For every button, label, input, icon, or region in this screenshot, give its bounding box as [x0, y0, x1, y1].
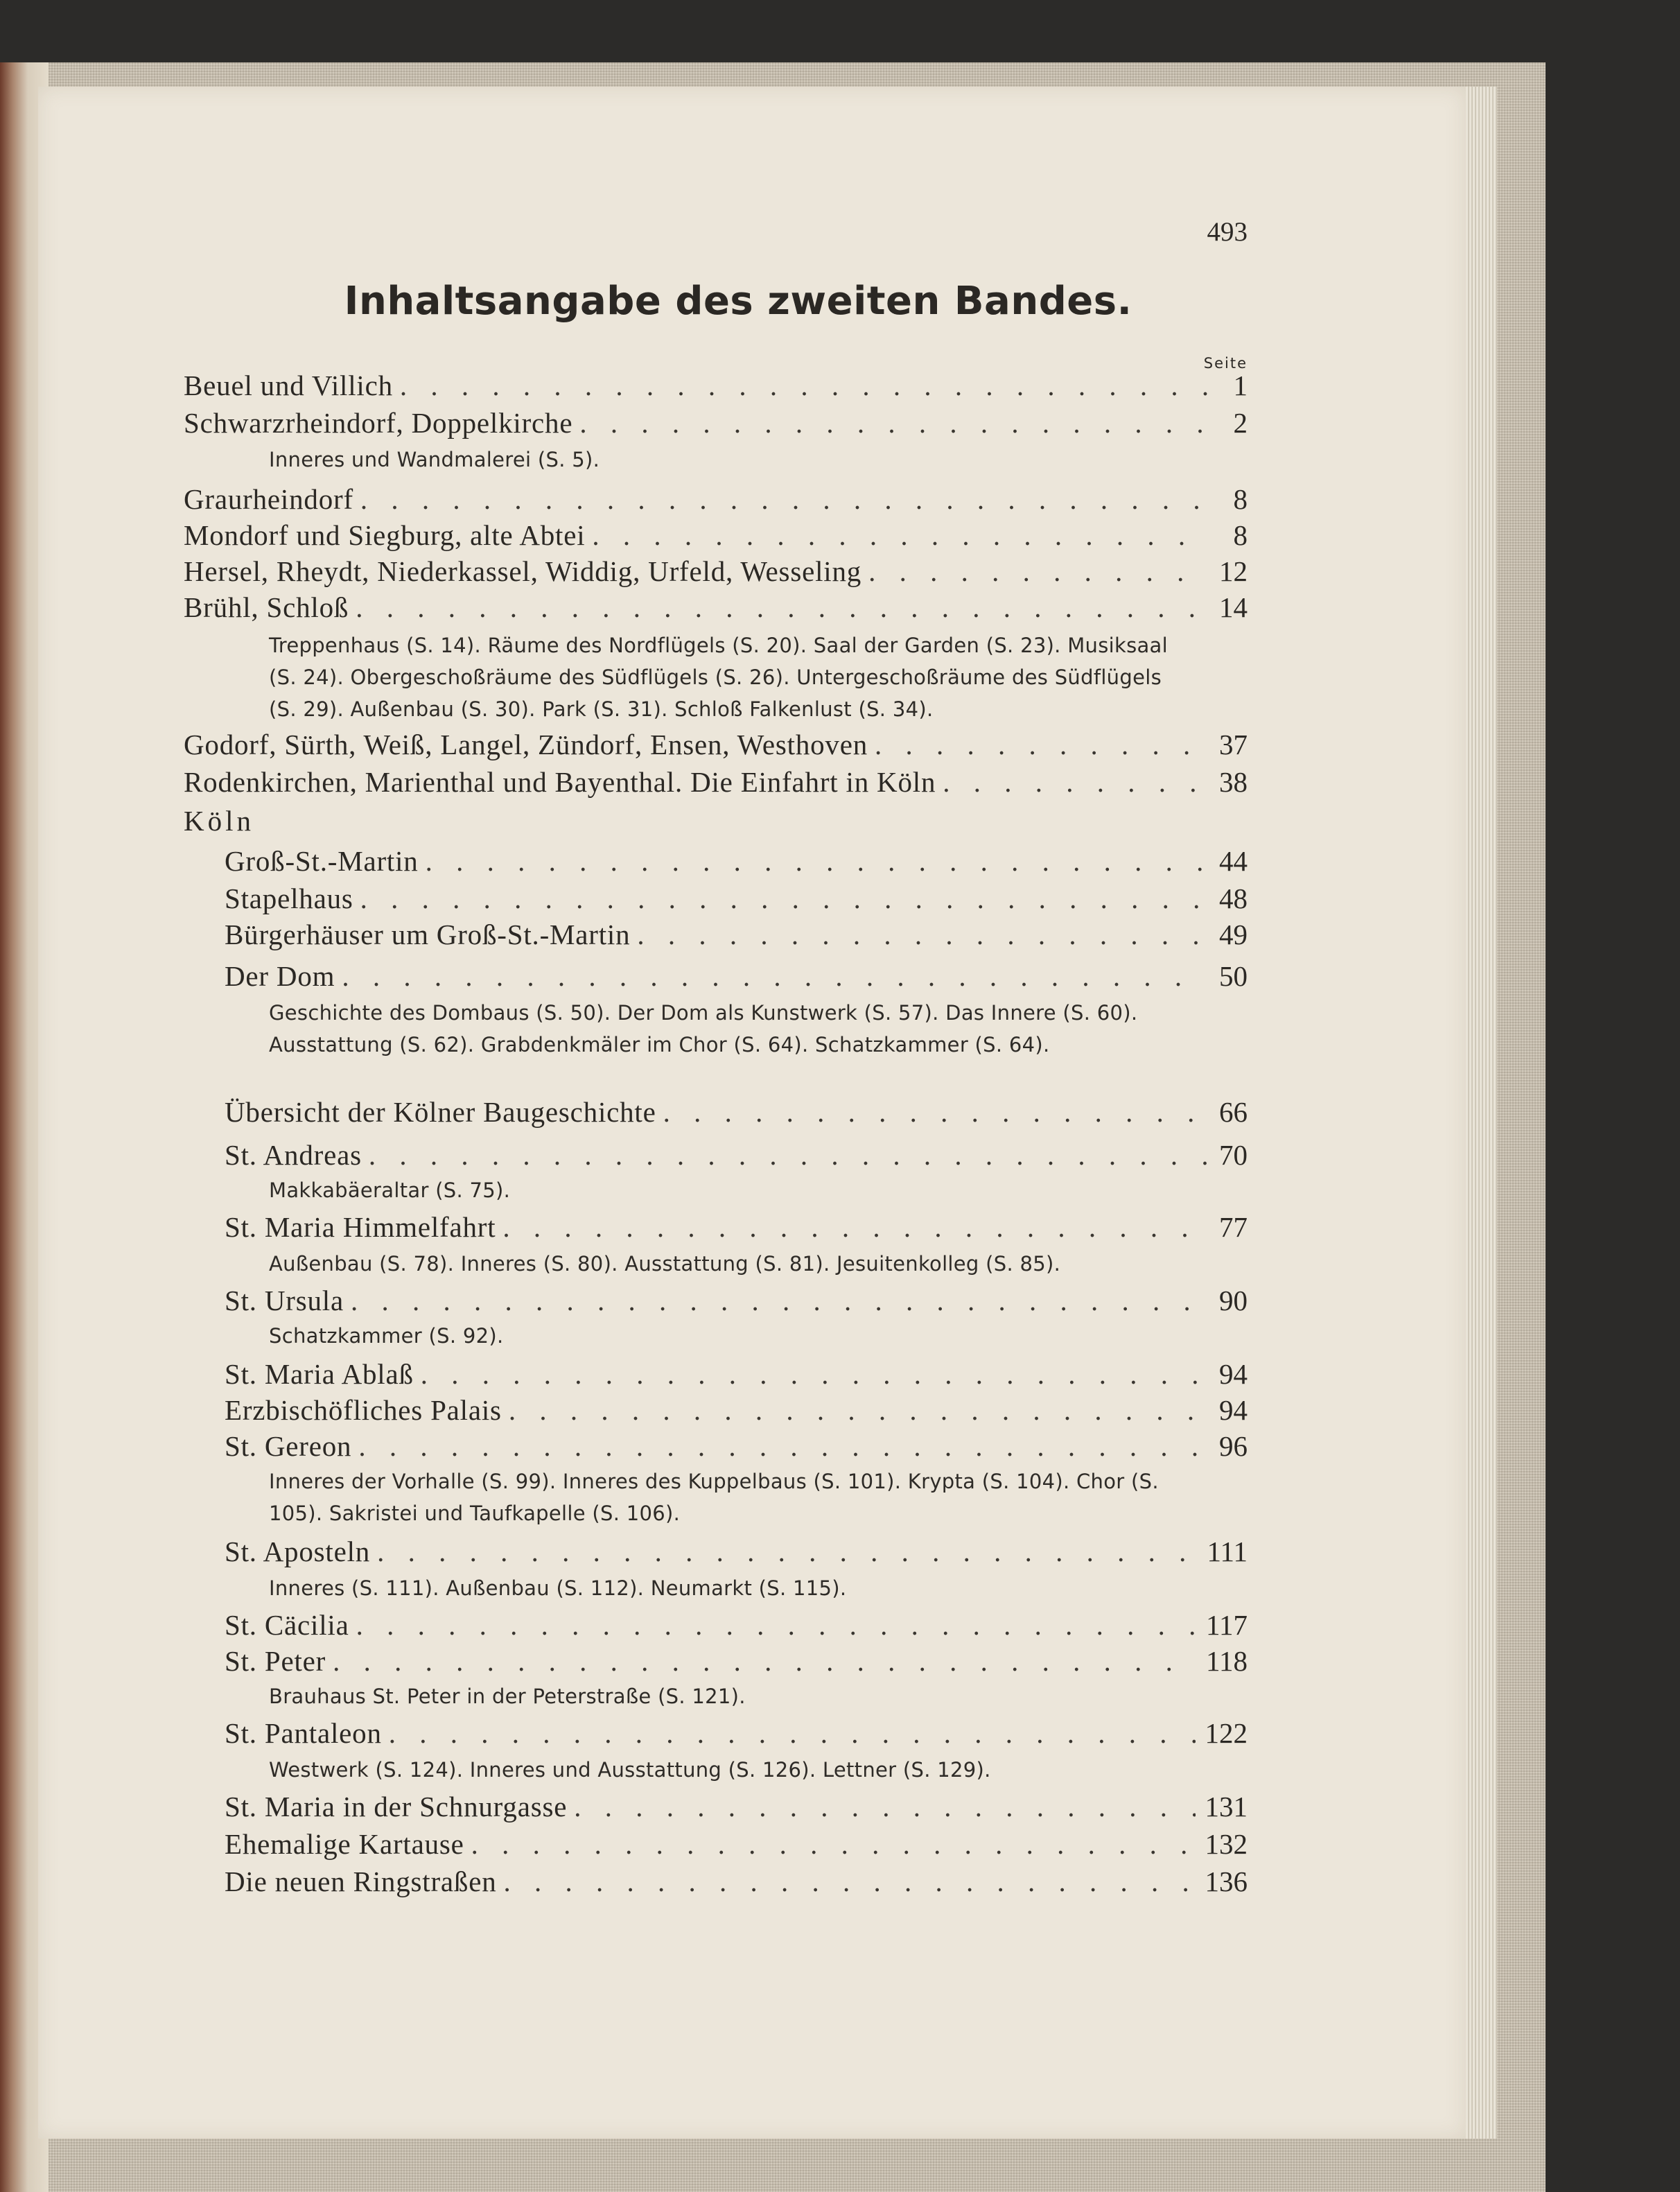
toc-entry-label: St. Gereon [225, 1430, 352, 1462]
toc-entry [184, 519, 1248, 556]
leader-dots [356, 591, 1207, 624]
toc-entry [225, 1865, 1248, 1902]
toc-subentry: Schatzkammer (S. 92). [269, 1324, 504, 1348]
toc-subentry: Treppenhaus (S. 14). Räume des Nordflügels (S. 20). Saal der Garden (S. 23). Musiksaal (S. 24). Obergeschoßräume des Südflügels (S. 26). Untergeschoßräume des Südflügels (S. 29). Außenbau (S. 30). Park (S. 31). Schloß Falkenlust (S. 34). [269, 634, 1168, 721]
toc-entry-label: Die neuen Ringstraßen [225, 1865, 497, 1897]
toc-entry [184, 482, 1248, 520]
toc-entry-label: Der Dom [225, 960, 335, 992]
toc-entry-page: 136 [1205, 1865, 1248, 1897]
toc-entry-label: Hersel, Rheydt, Niederkassel, Widdig, Urfeld, Wesseling [184, 555, 862, 587]
toc-entry [225, 1095, 1248, 1133]
column-header-seite: Seite [1203, 355, 1248, 372]
leader-dots [358, 1429, 1207, 1463]
toc-entry-label: St. Maria Himmelfahrt [225, 1211, 496, 1243]
toc-entry-page: 2 [1233, 407, 1248, 439]
leader-dots [389, 1716, 1196, 1750]
toc-entry [225, 1357, 1248, 1395]
toc-entry [184, 765, 1248, 803]
toc-entry-page: 48 [1219, 882, 1248, 914]
section-heading-koeln: Köln [184, 805, 254, 837]
leader-dots [356, 1608, 1196, 1642]
toc-entry-page: 122 [1205, 1717, 1248, 1749]
toc-entry [184, 555, 1248, 592]
toc-entry [225, 918, 1248, 955]
toc-entry [225, 1608, 1248, 1646]
toc-entry-page: 94 [1219, 1358, 1248, 1390]
toc-entry-page: 38 [1219, 766, 1248, 798]
toc-subentry: Inneres (S. 111). Außenbau (S. 112). Neumarkt (S. 115). [269, 1576, 847, 1600]
leader-dots [509, 1393, 1207, 1427]
leader-dots [426, 844, 1207, 878]
toc-entry-label: Erzbischöfliches Palais [225, 1394, 502, 1426]
toc-entry-label: Schwarzrheindorf, Doppelkirche [184, 407, 573, 439]
toc-entry-label: Beuel und Villich [184, 369, 393, 401]
toc-entry-label: Graurheindorf [184, 483, 353, 515]
toc-entry [225, 1284, 1248, 1321]
toc-entry-page: 37 [1219, 729, 1248, 760]
toc-entry-page: 12 [1219, 555, 1248, 587]
toc-entry-label: Ehemalige Kartause [225, 1828, 464, 1860]
toc-entry-label: St. Cäcilia [225, 1609, 349, 1641]
toc-entry-label: St. Maria Ablaß [225, 1358, 414, 1390]
toc-entry [225, 1429, 1248, 1467]
toc-subentry: Brauhaus St. Peter in der Peterstraße (S. 121). [269, 1685, 746, 1708]
leader-dots [504, 1865, 1196, 1898]
toc-entry-label: St. Aposteln [225, 1536, 371, 1567]
toc-subentry: Makkabäeraltar (S. 75). [269, 1178, 511, 1202]
toc-entry [225, 1790, 1248, 1827]
toc-entry-label: Bürgerhäuser um Groß-St.-Martin [225, 919, 631, 950]
toc-entry [225, 1393, 1248, 1431]
toc-entry-label: Mondorf und Siegburg, alte Abtei [184, 519, 586, 551]
toc-entry-label: St. Ursula [225, 1285, 344, 1316]
leader-dots [579, 406, 1207, 440]
toc-entry [225, 844, 1248, 882]
toc-entry [225, 1644, 1248, 1682]
toc-subentry: Außenbau (S. 78). Inneres (S. 80). Ausstattung (S. 81). Jesuitenkolleg (S. 85). [269, 1252, 1061, 1276]
toc-entry [225, 1210, 1248, 1248]
toc-entry [225, 959, 1248, 997]
toc-entry-page: 66 [1219, 1096, 1248, 1128]
toc-entry [184, 406, 1248, 444]
leader-dots [351, 1284, 1207, 1317]
toc-entry-label: St. Maria in der Schnurgasse [225, 1791, 568, 1823]
toc-entry-page: 8 [1233, 483, 1248, 515]
toc-entry-label: Rodenkirchen, Marienthal und Bayenthal. Die Einfahrt in Köln [184, 766, 936, 798]
leader-dots [342, 959, 1207, 993]
toc-entry-page: 94 [1219, 1394, 1248, 1426]
leader-dots [400, 369, 1207, 402]
toc-entry-label: St. Pantaleon [225, 1717, 382, 1749]
toc-entry [225, 1716, 1248, 1754]
toc-entry [225, 882, 1248, 919]
leader-dots [875, 728, 1207, 761]
toc-entry [184, 369, 1248, 406]
toc-subentry: Inneres und Wandmalerei (S. 5). [269, 448, 600, 471]
leader-dots [502, 1210, 1207, 1244]
toc-entry-page: 90 [1219, 1285, 1248, 1316]
toc-entry [225, 1138, 1248, 1176]
toc-entry-label: St. Peter [225, 1645, 326, 1677]
toc-entry [184, 591, 1248, 628]
toc-entry-label: Godorf, Sürth, Weiß, Langel, Zündorf, Ensen, Westhoven [184, 729, 868, 760]
toc-entry-label: Groß-St.-Martin [225, 845, 419, 877]
leader-dots [637, 918, 1207, 951]
toc-entry-page: 70 [1219, 1139, 1248, 1171]
leader-dots [360, 882, 1207, 915]
toc-entry-page: 117 [1206, 1609, 1248, 1641]
leader-dots [574, 1790, 1195, 1823]
toc-subentry: Inneres der Vorhalle (S. 99). Inneres des Kuppelbaus (S. 101). Krypta (S. 104). Chor (S. 105). Sakristei und Taufkapelle (S. 106). [269, 1470, 1159, 1525]
toc-subentry: Westwerk (S. 124). Inneres und Ausstattung (S. 126). Lettner (S. 129). [269, 1758, 991, 1782]
toc-entry-page: 44 [1219, 845, 1248, 877]
toc-entry-page: 111 [1207, 1536, 1248, 1567]
leader-dots [471, 1827, 1196, 1861]
toc-entry-page: 49 [1219, 919, 1248, 950]
page-title: Inhaltsangabe des zweiten Bandes. [344, 279, 1132, 324]
toc-entry-page: 132 [1205, 1828, 1248, 1860]
toc-entry-page: 118 [1206, 1645, 1248, 1677]
leader-dots [333, 1644, 1196, 1678]
toc-entry-page: 8 [1233, 519, 1248, 551]
toc-entry [184, 728, 1248, 765]
toc-entry [225, 1827, 1248, 1865]
toc-entry-page: 14 [1219, 591, 1248, 623]
toc-entry-page: 50 [1219, 960, 1248, 992]
leader-dots [943, 765, 1207, 799]
toc-entry-page: 131 [1205, 1791, 1248, 1823]
leader-dots [868, 555, 1207, 588]
toc-entry-label: Stapelhaus [225, 882, 353, 914]
page-number: 493 [1207, 217, 1248, 247]
leader-dots [663, 1095, 1207, 1129]
leader-dots [369, 1138, 1207, 1172]
leader-dots [421, 1357, 1207, 1391]
leader-dots [592, 519, 1207, 552]
leader-dots [377, 1535, 1197, 1568]
toc-entry-page: 96 [1219, 1430, 1248, 1462]
toc-entry-page: 77 [1219, 1211, 1248, 1243]
toc-entry-label: Brühl, Schloß [184, 591, 349, 623]
toc-subentry: Geschichte des Dombaus (S. 50). Der Dom als Kunstwerk (S. 57). Das Innere (S. 60). Ausstattung (S. 62). Grabdenkmäler im Chor (S. 64). Schatzkammer (S. 64). [269, 1001, 1138, 1056]
leader-dots [360, 482, 1207, 516]
toc-entry-label: St. Andreas [225, 1139, 362, 1171]
toc-entry [225, 1535, 1248, 1572]
toc-entry-page: 1 [1233, 369, 1248, 401]
toc-entry-label: Übersicht der Kölner Baugeschichte [225, 1096, 656, 1128]
